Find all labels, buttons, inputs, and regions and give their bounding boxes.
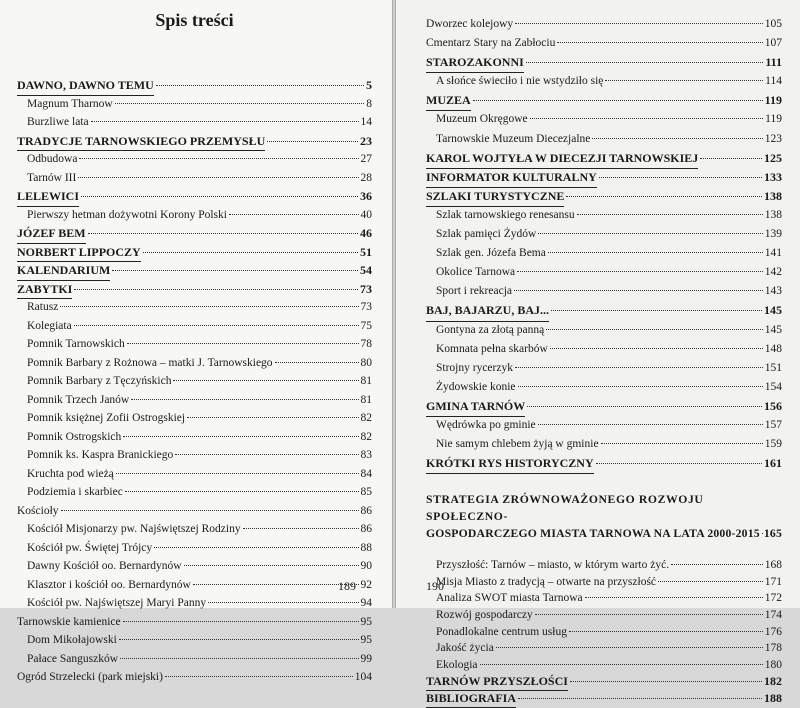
leader-dots bbox=[569, 631, 763, 632]
toc-entry-page: 75 bbox=[361, 317, 373, 336]
toc-entry-title: BIBLIOGRAFIA bbox=[426, 690, 516, 708]
toc-entry bbox=[17, 354, 372, 373]
toc-entry-title: Odbudowa bbox=[27, 150, 77, 169]
right-page bbox=[396, 0, 800, 608]
toc-entry bbox=[426, 397, 782, 416]
toc-entry-page: 82 bbox=[361, 428, 373, 447]
toc-entry bbox=[17, 391, 372, 410]
toc-entry-title: Pierwszy hetman dożywotni Korony Polski bbox=[27, 206, 227, 225]
toc-entry bbox=[17, 502, 372, 521]
toc-entry bbox=[17, 631, 372, 650]
leader-dots bbox=[154, 547, 358, 548]
toc-entry-page: 73 bbox=[361, 298, 373, 317]
leader-dots bbox=[112, 270, 358, 271]
toc-entry-page: 143 bbox=[765, 282, 782, 301]
toc-entry-title: Ponadlokalne centrum usług bbox=[436, 624, 567, 641]
toc-entry bbox=[426, 673, 782, 690]
strategy-heading-line1: STRATEGIA ZRÓWNOWAŻONEGO ROZWOJU SPOŁECZNO- bbox=[426, 491, 782, 525]
toc-entry bbox=[17, 113, 372, 132]
toc-entry bbox=[426, 168, 782, 187]
leader-dots bbox=[671, 564, 763, 565]
strategy-page-number: 165 bbox=[764, 525, 782, 542]
toc-entry-title: KAROL WOJTYŁA W DIECEZJI TARNOWSKIEJ bbox=[426, 149, 698, 169]
leader-dots bbox=[605, 80, 763, 81]
toc-entry bbox=[17, 132, 372, 151]
toc-entry bbox=[17, 483, 372, 502]
leader-dots bbox=[115, 103, 365, 104]
toc-entry-title: Szlak gen. Józefa Bema bbox=[436, 244, 546, 263]
toc-entry-page: 148 bbox=[765, 340, 782, 359]
leader-dots bbox=[700, 158, 762, 159]
leader-dots bbox=[208, 602, 358, 603]
toc-entry-page: 104 bbox=[355, 668, 372, 687]
toc-entry-title: KALENDARIUM bbox=[17, 261, 110, 281]
toc-entry-title: Pomnik ks. Kaspra Branickiego bbox=[27, 446, 173, 465]
toc-entry bbox=[17, 224, 372, 243]
leader-dots bbox=[143, 252, 358, 253]
toc-entry-page: 125 bbox=[764, 149, 782, 168]
toc-entry-title: Ogród Strzelecki (park miejski) bbox=[17, 668, 163, 687]
leader-dots bbox=[496, 647, 763, 648]
toc-entry bbox=[426, 454, 782, 473]
toc-entry bbox=[17, 594, 372, 613]
leader-dots bbox=[123, 621, 359, 622]
toc-entry-title: Pomnik Barbary z Tęczyńskich bbox=[27, 372, 171, 391]
toc-entry-page: 168 bbox=[765, 557, 782, 574]
toc-entry bbox=[426, 15, 782, 34]
toc-entry-page: 176 bbox=[765, 624, 782, 641]
toc-entry bbox=[17, 465, 372, 484]
toc-entry-title: Szlak tarnowskiego renesansu bbox=[436, 206, 575, 225]
toc-entry-page: 188 bbox=[764, 690, 782, 707]
toc-entry-title: Kościół pw. Najświętszej Maryi Panny bbox=[27, 594, 206, 613]
leader-dots bbox=[173, 380, 358, 381]
leader-dots bbox=[78, 177, 358, 178]
leader-dots bbox=[577, 214, 763, 215]
leader-dots bbox=[74, 289, 358, 290]
toc-entry bbox=[17, 428, 372, 447]
toc-entry-title: TRADYCJE TARNOWSKIEGO PRZEMYSŁU bbox=[17, 132, 265, 152]
toc-list-left bbox=[17, 76, 372, 687]
toc-entry bbox=[426, 187, 782, 206]
toc-entry-title: ZABYTKI bbox=[17, 280, 72, 300]
toc-entry-title: Pomnik Tarnowskich bbox=[27, 335, 125, 354]
leader-dots bbox=[515, 367, 763, 368]
toc-entry-title: Ratusz bbox=[27, 298, 58, 317]
toc-entry-title: Jakość życia bbox=[436, 640, 494, 657]
toc-entry-page: 51 bbox=[360, 243, 372, 262]
toc-entry-page: 95 bbox=[361, 631, 373, 650]
leader-dots bbox=[518, 386, 763, 387]
toc-entry bbox=[426, 378, 782, 397]
toc-entry-page: 171 bbox=[765, 574, 782, 591]
toc-entry-page: 84 bbox=[361, 465, 373, 484]
toc-entry-title: INFORMATOR KULTURALNY bbox=[426, 168, 597, 188]
toc-entry-title: A słońce świeciło i nie wstydziło się bbox=[436, 72, 603, 91]
toc-entry-page: 46 bbox=[360, 224, 372, 243]
leader-dots bbox=[79, 158, 358, 159]
toc-entry-page: 86 bbox=[361, 502, 373, 521]
toc-entry-title: SZLAKI TURYSTYCZNE bbox=[426, 187, 564, 207]
toc-entry-title: Rozwój gospodarczy bbox=[436, 607, 533, 624]
toc-entry-title: Wędrówka po gminie bbox=[436, 416, 536, 435]
toc-entry-page: 138 bbox=[764, 187, 782, 206]
toc-entry bbox=[426, 435, 782, 454]
toc-entry-page: 14 bbox=[361, 113, 373, 132]
leader-dots bbox=[530, 118, 764, 119]
toc-entry-title: Podziemia i skarbiec bbox=[27, 483, 123, 502]
toc-entry bbox=[17, 446, 372, 465]
leader-dots bbox=[125, 491, 359, 492]
toc-entry-page: 180 bbox=[765, 657, 782, 674]
toc-entry-page: 145 bbox=[764, 301, 782, 320]
toc-entry-title: DAWNO, DAWNO TEMU bbox=[17, 76, 154, 96]
toc-entry-title: Ekologia bbox=[436, 657, 478, 674]
leader-dots bbox=[585, 597, 763, 598]
leader-dots bbox=[514, 290, 763, 291]
toc-entry-page: 141 bbox=[765, 244, 782, 263]
toc-entry bbox=[426, 206, 782, 225]
toc-entry-title: Dworzec kolejowy bbox=[426, 15, 513, 34]
toc-list-right bbox=[426, 15, 782, 473]
leader-dots bbox=[116, 473, 359, 474]
leader-dots bbox=[61, 510, 359, 511]
toc-entry bbox=[426, 590, 782, 607]
toc-entry-page: 5 bbox=[366, 76, 372, 95]
leader-dots bbox=[193, 584, 359, 585]
toc-entry-page: 114 bbox=[765, 72, 782, 91]
toc-entry bbox=[426, 244, 782, 263]
toc-entry-page: 172 bbox=[765, 590, 782, 607]
toc-entry bbox=[426, 263, 782, 282]
toc-entry-page: 54 bbox=[360, 261, 372, 280]
left-page bbox=[0, 0, 392, 608]
leader-dots bbox=[275, 362, 359, 363]
toc-entry bbox=[426, 225, 782, 244]
leader-dots bbox=[81, 196, 358, 197]
toc-entry-title: Magnum Tharnow bbox=[27, 95, 113, 114]
toc-entry-title: GMINA TARNÓW bbox=[426, 397, 525, 417]
toc-entry-page: 174 bbox=[765, 607, 782, 624]
toc-entry-page: 78 bbox=[361, 335, 373, 354]
toc-entry bbox=[17, 650, 372, 669]
leader-dots bbox=[601, 443, 763, 444]
toc-entry-title: Tarnowskie kamienice bbox=[17, 613, 121, 632]
toc-entry bbox=[17, 280, 372, 299]
page-number-right: 190 bbox=[426, 579, 444, 594]
toc-entry bbox=[426, 301, 782, 320]
toc-entry bbox=[17, 409, 372, 428]
toc-entry-page: 142 bbox=[765, 263, 782, 282]
toc-entry-page: 107 bbox=[765, 34, 782, 53]
leader-dots bbox=[548, 252, 763, 253]
toc-entry-title: MUZEA bbox=[426, 91, 471, 111]
leader-dots bbox=[165, 676, 353, 677]
toc-entry bbox=[426, 34, 782, 53]
leader-dots bbox=[527, 406, 762, 407]
toc-entry-page: 81 bbox=[361, 391, 373, 410]
toc-entry-page: 28 bbox=[361, 169, 373, 188]
toc-entry-title: Dawny Kościół oo. Bernardynów bbox=[27, 557, 182, 576]
toc-entry-page: 154 bbox=[765, 378, 782, 397]
toc-entry-title: Burzliwe lata bbox=[27, 113, 89, 132]
page-number-left: 189 bbox=[338, 579, 356, 594]
leader-dots bbox=[156, 85, 364, 86]
toc-entry bbox=[426, 690, 782, 707]
toc-entry-page: 133 bbox=[764, 168, 782, 187]
leader-dots bbox=[473, 100, 763, 101]
toc-entry-page: 139 bbox=[765, 225, 782, 244]
toc-entry bbox=[426, 657, 782, 674]
toc-entry-page: 99 bbox=[361, 650, 373, 669]
toc-entry bbox=[17, 557, 372, 576]
toc-entry bbox=[426, 321, 782, 340]
toc-entry bbox=[426, 91, 782, 110]
toc-entry-title: Muzeum Okręgowe bbox=[436, 110, 528, 129]
leader-dots bbox=[131, 399, 358, 400]
toc-entry-title: Kościół Misjonarzy pw. Najświętszej Rodziny bbox=[27, 520, 241, 539]
toc-entry bbox=[426, 340, 782, 359]
leader-dots bbox=[480, 664, 763, 665]
toc-entry bbox=[426, 574, 782, 591]
toc-entry bbox=[426, 149, 782, 168]
toc-entry bbox=[426, 359, 782, 378]
toc-entry-page: 151 bbox=[765, 359, 782, 378]
leader-dots bbox=[267, 141, 358, 142]
leader-dots bbox=[243, 528, 359, 529]
toc-entry bbox=[426, 557, 782, 574]
toc-entry-page: 83 bbox=[361, 446, 373, 465]
toc-entry-title: Szlak pamięci Żydów bbox=[436, 225, 536, 244]
leader-dots bbox=[546, 329, 763, 330]
toc-entry-title: Okolice Tarnowa bbox=[436, 263, 515, 282]
toc-entry-page: 86 bbox=[361, 520, 373, 539]
toc-entry-page: 81 bbox=[361, 372, 373, 391]
toc-entry bbox=[17, 95, 372, 114]
toc-entry bbox=[426, 624, 782, 641]
leader-dots bbox=[596, 463, 762, 464]
toc-entry-title: Nie samym chlebem żyją w gminie bbox=[436, 435, 599, 454]
toc-entry-page: 138 bbox=[765, 206, 782, 225]
toc-entry-page: 159 bbox=[765, 435, 782, 454]
leader-dots bbox=[120, 658, 358, 659]
leader-dots bbox=[60, 306, 358, 307]
leader-dots bbox=[74, 325, 359, 326]
toc-entry bbox=[17, 317, 372, 336]
toc-entry-title: Tarnowskie Muzeum Diecezjalne bbox=[436, 130, 590, 149]
toc-entry-title: Sport i rekreacja bbox=[436, 282, 512, 301]
toc-entry bbox=[426, 110, 782, 129]
toc-entry-title: Cmentarz Stary na Zabłociu bbox=[426, 34, 555, 53]
toc-entry-page: 111 bbox=[765, 53, 782, 72]
toc-entry-title: STAROZAKONNI bbox=[426, 53, 524, 73]
toc-entry bbox=[17, 206, 372, 225]
toc-entry bbox=[426, 130, 782, 149]
leader-dots bbox=[538, 424, 763, 425]
toc-entry bbox=[426, 640, 782, 657]
toc-entry-title: Przyszłość: Tarnów – miasto, w którym warto żyć. bbox=[436, 557, 669, 574]
leader-dots bbox=[515, 23, 763, 24]
toc-entry-page: 85 bbox=[361, 483, 373, 502]
toc-entry-page: 119 bbox=[765, 91, 782, 110]
toc-entry bbox=[17, 576, 372, 595]
toc-entry bbox=[17, 335, 372, 354]
toc-entry-page: 73 bbox=[360, 280, 372, 299]
toc-entry-title: Pomnik Barbary z Rożnowa – matki J. Tarnowskiego bbox=[27, 354, 273, 373]
toc-entry-page: 27 bbox=[361, 150, 373, 169]
toc-entry-page: 95 bbox=[361, 613, 373, 632]
toc-entry-title: Pomnik Trzech Janów bbox=[27, 391, 129, 410]
leader-dots bbox=[518, 698, 762, 699]
toc-entry bbox=[17, 261, 372, 280]
toc-entry-title: Pomnik księżnej Zofii Ostrogskiej bbox=[27, 409, 185, 428]
toc-entry-page: 119 bbox=[765, 110, 782, 129]
toc-entry bbox=[17, 150, 372, 169]
toc-entry-page: 145 bbox=[765, 321, 782, 340]
toc-entry-title: BAJ, BAJARZU, BAJ... bbox=[426, 301, 549, 321]
toc-entry bbox=[17, 539, 372, 558]
leader-dots bbox=[599, 177, 762, 178]
toc-entry-title: JÓZEF BEM bbox=[17, 224, 86, 244]
leader-dots bbox=[550, 348, 763, 349]
toc-entry bbox=[426, 607, 782, 624]
toc-entry-title: Kościół pw. Świętej Trójcy bbox=[27, 539, 152, 558]
toc-entry-page: 90 bbox=[361, 557, 373, 576]
toc-entry-page: 36 bbox=[360, 187, 372, 206]
toc-entry bbox=[17, 613, 372, 632]
toc-entry-page: 94 bbox=[361, 594, 373, 613]
leader-dots bbox=[175, 454, 358, 455]
toc-entry bbox=[17, 187, 372, 206]
toc-entry-page: 105 bbox=[765, 15, 782, 34]
toc-entry-title: TARNÓW PRZYSZŁOŚCI bbox=[426, 673, 568, 691]
toc-entry-title: Strojny rycerzyk bbox=[436, 359, 513, 378]
page-title: Spis treści bbox=[17, 10, 372, 76]
leader-dots bbox=[535, 614, 763, 615]
toc-entry bbox=[17, 243, 372, 262]
leader-dots bbox=[88, 233, 358, 234]
toc-entry-page: 156 bbox=[764, 397, 782, 416]
toc-entry-title: Kolegiata bbox=[27, 317, 72, 336]
toc-entry bbox=[426, 282, 782, 301]
toc-entry-title: Pałace Sanguszków bbox=[27, 650, 118, 669]
toc-entry-page: 8 bbox=[366, 95, 372, 114]
toc-entry-title: Komnata pełna skarbów bbox=[436, 340, 548, 359]
toc-entry-title: NORBERT LIPPOCZY bbox=[17, 243, 141, 263]
leader-dots bbox=[526, 62, 764, 63]
toc-entry-page: 161 bbox=[764, 454, 782, 473]
toc-entry-page: 23 bbox=[360, 132, 372, 151]
leader-dots bbox=[538, 233, 762, 234]
toc-entry-title: Analiza SWOT miasta Tarnowa bbox=[436, 590, 583, 607]
toc-entry-title: Gontyna za złotą panną bbox=[436, 321, 544, 340]
leader-dots bbox=[127, 343, 359, 344]
toc-entry-title: Żydowskie konie bbox=[436, 378, 516, 397]
toc-entry-title: Tarnów III bbox=[27, 169, 76, 188]
toc-entry-title: Klasztor i kościół oo. Bernardynów bbox=[27, 576, 191, 595]
toc-entry-page: 157 bbox=[765, 416, 782, 435]
toc-entry-page: 82 bbox=[361, 409, 373, 428]
toc-entry-page: 178 bbox=[765, 640, 782, 657]
toc-entry-title: KRÓTKI RYS HISTORYCZNY bbox=[426, 454, 594, 474]
leader-dots bbox=[517, 271, 763, 272]
leader-dots bbox=[187, 417, 358, 418]
toc-entry-title: Misja Miasto z tradycją – otwarte na przyszłość bbox=[436, 574, 656, 591]
leader-dots bbox=[123, 436, 358, 437]
toc-entry bbox=[426, 416, 782, 435]
toc-entry bbox=[426, 72, 782, 91]
leader-dots bbox=[570, 681, 762, 682]
leader-dots bbox=[119, 639, 359, 640]
toc-entry-page: 88 bbox=[361, 539, 373, 558]
toc-entry bbox=[17, 298, 372, 317]
strategy-heading bbox=[426, 491, 782, 542]
toc-entry-title: Pomnik Ostrogskich bbox=[27, 428, 121, 447]
leader-dots bbox=[184, 565, 359, 566]
toc-entry bbox=[17, 668, 372, 687]
toc-entry bbox=[17, 76, 372, 95]
strategy-heading-line2: GOSPODARCZEGO MIASTA TARNOWA NA LATA 2000-2015 bbox=[426, 525, 760, 542]
toc-entry-page: 182 bbox=[764, 673, 782, 690]
leader-dots bbox=[658, 581, 763, 582]
toc-entry bbox=[17, 372, 372, 391]
toc-entry bbox=[17, 169, 372, 188]
toc-entry-page: 80 bbox=[361, 354, 373, 373]
toc-list-strategy bbox=[426, 557, 782, 706]
leader-dots bbox=[551, 310, 762, 311]
toc-entry-page: 92 bbox=[361, 576, 373, 595]
toc-entry-title: LELEWICI bbox=[17, 187, 79, 207]
leader-dots bbox=[91, 121, 359, 122]
toc-entry-page: 123 bbox=[765, 130, 782, 149]
leader-dots bbox=[229, 214, 359, 215]
leader-dots bbox=[592, 138, 762, 139]
toc-entry-title: Kościoły bbox=[17, 502, 59, 521]
toc-entry-page: 40 bbox=[361, 206, 373, 225]
toc-entry bbox=[426, 53, 782, 72]
toc-entry-title: Kruchta pod wieżą bbox=[27, 465, 114, 484]
leader-dots bbox=[557, 42, 762, 43]
leader-dots bbox=[566, 196, 762, 197]
toc-entry-title: Dom Mikołajowski bbox=[27, 631, 117, 650]
toc-entry bbox=[17, 520, 372, 539]
